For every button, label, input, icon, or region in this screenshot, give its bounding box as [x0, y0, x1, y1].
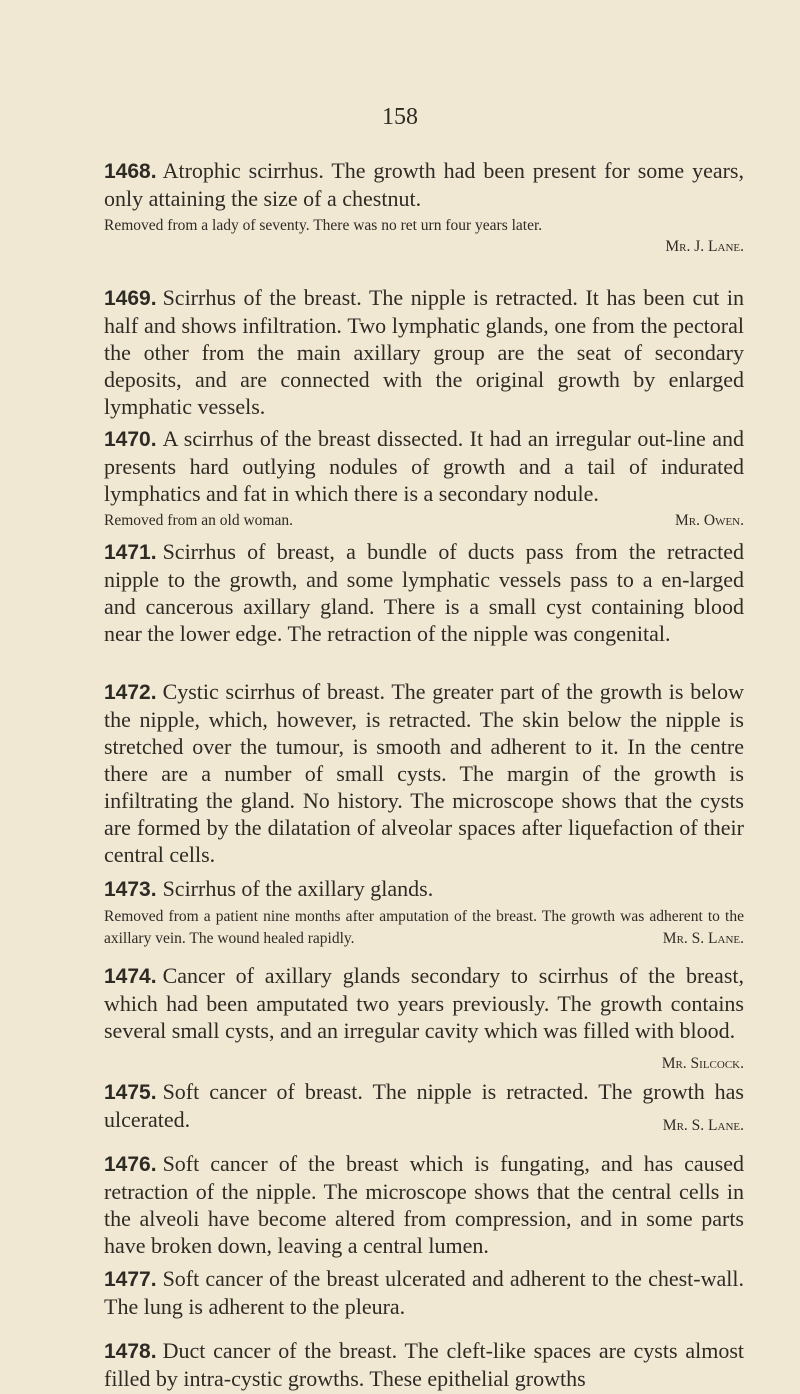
entry-text: Soft cancer of breast. The nipple is retracted. The growth has ulcerated. [104, 1079, 744, 1132]
entry-attribution: Mr. S. Lane. [662, 930, 744, 947]
entry-number: 1478. [104, 1340, 157, 1363]
entry-1471 [104, 538, 744, 647]
entry-1472 [104, 678, 744, 868]
entry-text: Duct cancer of the breast. The cleft-like spaces are cysts almost filled by intra-cystic growths. These epithelial growths [104, 1338, 744, 1391]
entry-1475 [104, 1078, 744, 1139]
entry-attribution: Mr. S. Lane. [662, 1117, 744, 1134]
entry-text: Atrophic scirrhus. The growth had been present for some years, only attaining the size of a chestnut. [104, 158, 744, 211]
entry-1477 [104, 1265, 744, 1320]
entry-note: Removed from a patient nine months after amputation of the breast. The growth was adherent to the axillary vein. The wound healed rapidly. [104, 908, 744, 947]
entry-text: Scirrhus of breast, a bundle of ducts pass from the retracted nipple to the growth, and some lymphatic vessels pass to a en-larged and cancerous axillary gland. There is a small cyst containing blood near the lower edge. The retraction of the nipple was congenital. [104, 539, 744, 646]
entry-text: Soft cancer of the breast which is fungating, and has caused retraction of the nipple. The microscope shows that the central cells in the alveoli have become altered from compression, and in some parts have broken down, leaving a central lumen. [104, 1151, 744, 1258]
entry-text: Cystic scirrhus of breast. The greater part of the growth is below the nipple, which, however, is retracted. The skin below the nipple is stretched over the tumour, is smooth and adherent to it. In the centre there are a number of small cysts. The margin of the growth is infiltrating the gland. No history. The microscope shows that the cysts are formed by the dilatation of alveolar spaces after liquefaction of their central cells. [104, 679, 744, 867]
entry-number: 1474. [104, 965, 157, 988]
entry-number: 1468. [104, 160, 157, 183]
entry-text: A scirrhus of the breast dissected. It had an irregular out-line and presents hard outlying nodules of growth and a tail of indurated lymphatics and fat in which there is a secondary nodule. [104, 426, 744, 506]
entry-number: 1470. [104, 428, 157, 451]
entry-text: Soft cancer of the breast ulcerated and adherent to the chest-wall. The lung is adherent to the pleura. [104, 1266, 744, 1319]
entry-number: 1469. [104, 287, 157, 310]
entry-attribution: Mr. J. Lane. [665, 238, 744, 255]
entry-number: 1477. [104, 1268, 157, 1291]
entry-note: Removed from a lady of seventy. There was no ret urn four years later. [104, 217, 543, 234]
entry-attribution: Mr. Owen. [675, 512, 744, 529]
entry-1473 [104, 875, 744, 950]
entry-number: 1472. [104, 681, 157, 704]
entry-1476 [104, 1150, 744, 1259]
entry-1468 [104, 157, 744, 257]
entry-note: Removed from an old woman. [104, 512, 293, 529]
entry-1478 [104, 1337, 744, 1392]
entry-text: Cancer of axillary glands secondary to scirrhus of the breast, which had been amputated two years previously. The growth contains several small cysts, and an irregular cavity which was filled with blood. [104, 963, 744, 1043]
entry-1470 [104, 425, 744, 532]
entry-text: Scirrhus of the breast. The nipple is retracted. It has been cut in half and shows infiltration. Two lymphatic glands, one from the pectoral the other from the main axillary group are the seat of secondary deposits, and are connected with the original growth by enlarged lymphatic vessels. [104, 285, 744, 419]
page-number: 158 [382, 104, 418, 130]
entry-1469 [104, 284, 744, 420]
entry-number: 1476. [104, 1153, 157, 1176]
entry-text: Scirrhus of the axillary glands. [162, 876, 434, 901]
entry-number: 1475. [104, 1081, 157, 1104]
entry-number: 1471. [104, 541, 157, 564]
entry-1474 [104, 962, 744, 1077]
entry-attribution: Mr. Silcock. [661, 1055, 744, 1072]
entry-number: 1473. [104, 878, 157, 901]
